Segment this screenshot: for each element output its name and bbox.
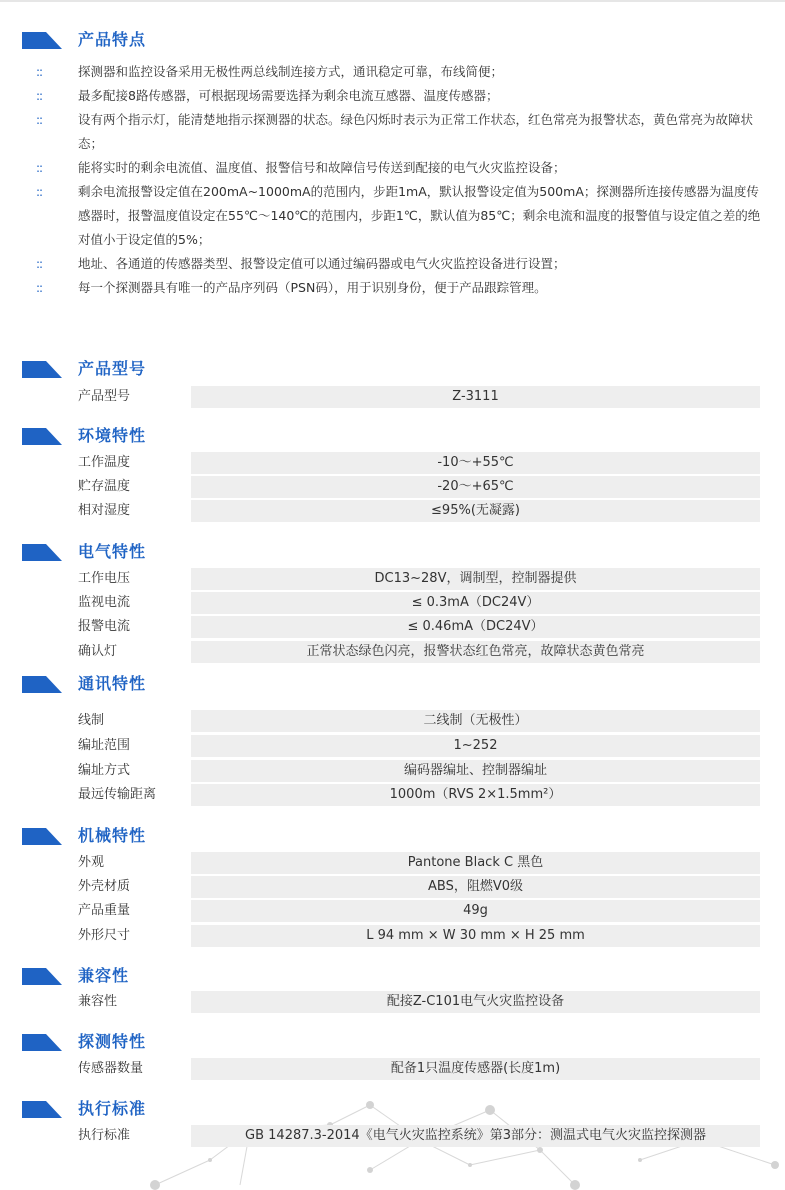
- section-marker-icon: [22, 676, 62, 693]
- spec-label: 线制: [78, 713, 105, 728]
- spec-label: 兼容性: [78, 994, 118, 1009]
- section-marker-icon: [22, 428, 62, 445]
- spec-label: 工作电压: [78, 571, 131, 586]
- section-title: 产品型号: [78, 359, 147, 378]
- section-marker-icon: [22, 828, 62, 845]
- spec-label: 报警电流: [78, 619, 131, 634]
- spec-row: [0, 852, 785, 874]
- spec-row: [0, 452, 785, 474]
- spec-label: 相对湿度: [78, 503, 131, 518]
- spec-value: Pantone Black C 黑色: [191, 852, 760, 874]
- feature-item: [0, 180, 785, 252]
- spec-value: 49g: [191, 900, 760, 922]
- section-marker-icon: [22, 361, 62, 378]
- spec-value: ≤ 0.3mA（DC24V）: [191, 592, 760, 614]
- section-title: 执行标准: [78, 1099, 147, 1118]
- section-marker-icon: [22, 968, 62, 985]
- spec-value: 二线制（无极性）: [191, 710, 760, 732]
- spec-label: 编址范围: [78, 738, 131, 753]
- section-header: [0, 1097, 785, 1121]
- bullet-icon: ::: [36, 185, 43, 199]
- section-title: 兼容性: [78, 966, 130, 985]
- spec-row: [0, 876, 785, 898]
- feature-item: [0, 108, 785, 156]
- spec-value: 配备1只温度传感器(长度1m): [191, 1058, 760, 1080]
- feature-text: 能将实时的剩余电流值、温度值、报警信号和故障信号传送到配接的电气火灾监控设备；: [78, 160, 566, 175]
- spec-label: 编址方式: [78, 763, 131, 778]
- spec-label: 传感器数量: [78, 1061, 144, 1076]
- bullet-icon: ::: [36, 65, 43, 79]
- spec-value: DC13~28V，调制型，控制器提供: [191, 568, 760, 590]
- feature-item: [0, 84, 785, 108]
- spec-label: 产品型号: [78, 389, 131, 404]
- section-marker-icon: [22, 32, 62, 49]
- spec-row: [0, 641, 785, 663]
- section-header: [0, 540, 785, 564]
- features-section-header: [0, 28, 785, 52]
- feature-text: 地址、各通道的传感器类型、报警设定值可以通过编码器或电气火灾监控设备进行设置；: [78, 256, 566, 271]
- section-marker-icon: [22, 1101, 62, 1118]
- section-title: 机械特性: [78, 826, 147, 845]
- spec-label: 执行标准: [78, 1128, 131, 1143]
- spec-row: [0, 568, 785, 590]
- feature-item: [0, 276, 785, 300]
- bullet-icon: ::: [36, 257, 43, 271]
- spec-value: 正常状态绿色闪亮，报警状态红色常亮，故障状态黄色常亮: [191, 641, 760, 663]
- section-header: [0, 424, 785, 448]
- spec-row: [0, 1125, 785, 1147]
- spec-value: 配接Z-C101电气火灾监控设备: [191, 991, 760, 1013]
- spec-label: 外观: [78, 855, 105, 870]
- spec-label: 外壳材质: [78, 879, 131, 894]
- section-header: [0, 357, 785, 381]
- spec-row: [0, 760, 785, 782]
- spec-value: 1000m（RVS 2×1.5mm²）: [191, 784, 760, 806]
- spec-value: ABS，阻燃V0级: [191, 876, 760, 898]
- spec-value: GB 14287.3-2014《电气火灾监控系统》第3部分：测温式电气火灾监控探测器: [191, 1125, 760, 1147]
- spec-row: [0, 784, 785, 806]
- section-title: 探测特性: [78, 1032, 147, 1051]
- spec-row: [0, 476, 785, 498]
- spec-row: [0, 500, 785, 522]
- spec-label: 产品重量: [78, 903, 131, 918]
- spec-value: L 94 mm × W 30 mm × H 25 mm: [191, 925, 760, 947]
- section-header: [0, 1030, 785, 1054]
- spec-row: [0, 991, 785, 1013]
- spec-row: [0, 735, 785, 757]
- section-header: [0, 672, 785, 696]
- bullet-icon: ::: [36, 89, 43, 103]
- section-marker-icon: [22, 544, 62, 561]
- feature-item: [0, 252, 785, 276]
- spec-value: ≤95%(无凝露): [191, 500, 760, 522]
- top-divider: [0, 0, 785, 2]
- section-title: 产品特点: [78, 30, 147, 49]
- feature-text: 设有两个指示灯，能清楚地指示探测器的状态。绿色闪烁时表示为正常工作状态，红色常亮为报警状态，黄色常亮为故障状态；: [78, 112, 754, 151]
- feature-text: 剩余电流报警设定值在200mA~1000mA的范围内，步距1mA，默认报警设定值为500mA；探测器所连接传感器为温度传感器时，报警温度值设定在55℃～140℃的范围内，步距1℃，默认值为85℃；剩余电流和温度的报警值与设定值之差的绝对值小于设定值的5%；: [78, 184, 761, 247]
- spec-value: -10～+55℃: [191, 452, 760, 474]
- section-marker-icon: [22, 1034, 62, 1051]
- spec-row: [0, 900, 785, 922]
- spec-row: [0, 925, 785, 947]
- spec-value: -20～+65℃: [191, 476, 760, 498]
- section-title: 环境特性: [78, 426, 147, 445]
- spec-row: [0, 616, 785, 638]
- feature-text: 探测器和监控设备采用无极性两总线制连接方式，通讯稳定可靠，布线简便；: [78, 64, 504, 79]
- spec-row: [0, 386, 785, 408]
- feature-item: [0, 60, 785, 84]
- bullet-icon: ::: [36, 161, 43, 175]
- spec-value: ≤ 0.46mA（DC24V）: [191, 616, 760, 638]
- spec-row: [0, 1058, 785, 1080]
- spec-label: 监视电流: [78, 595, 131, 610]
- feature-list: [0, 60, 785, 300]
- spec-row: [0, 592, 785, 614]
- spec-value: 1~252: [191, 735, 760, 757]
- feature-text: 最多配接8路传感器，可根据现场需要选择为剩余电流互感器、温度传感器；: [78, 88, 499, 103]
- spec-value: 编码器编址、控制器编址: [191, 760, 760, 782]
- bullet-icon: ::: [36, 113, 43, 127]
- spec-label: 确认灯: [78, 644, 118, 659]
- section-title: 电气特性: [78, 542, 147, 561]
- feature-text: 每一个探测器具有唯一的产品序列码（PSN码），用于识别身份，便于产品跟踪管理。: [78, 280, 547, 295]
- section-title: 通讯特性: [78, 674, 147, 693]
- feature-item: [0, 156, 785, 180]
- section-header: [0, 964, 785, 988]
- section-header: [0, 824, 785, 848]
- spec-label: 贮存温度: [78, 479, 131, 494]
- spec-value: Z-3111: [191, 386, 760, 408]
- spec-label: 外形尺寸: [78, 928, 131, 943]
- spec-label: 最远传输距离: [78, 787, 157, 802]
- spec-row: [0, 710, 785, 732]
- spec-label: 工作温度: [78, 455, 131, 470]
- bullet-icon: ::: [36, 281, 43, 295]
